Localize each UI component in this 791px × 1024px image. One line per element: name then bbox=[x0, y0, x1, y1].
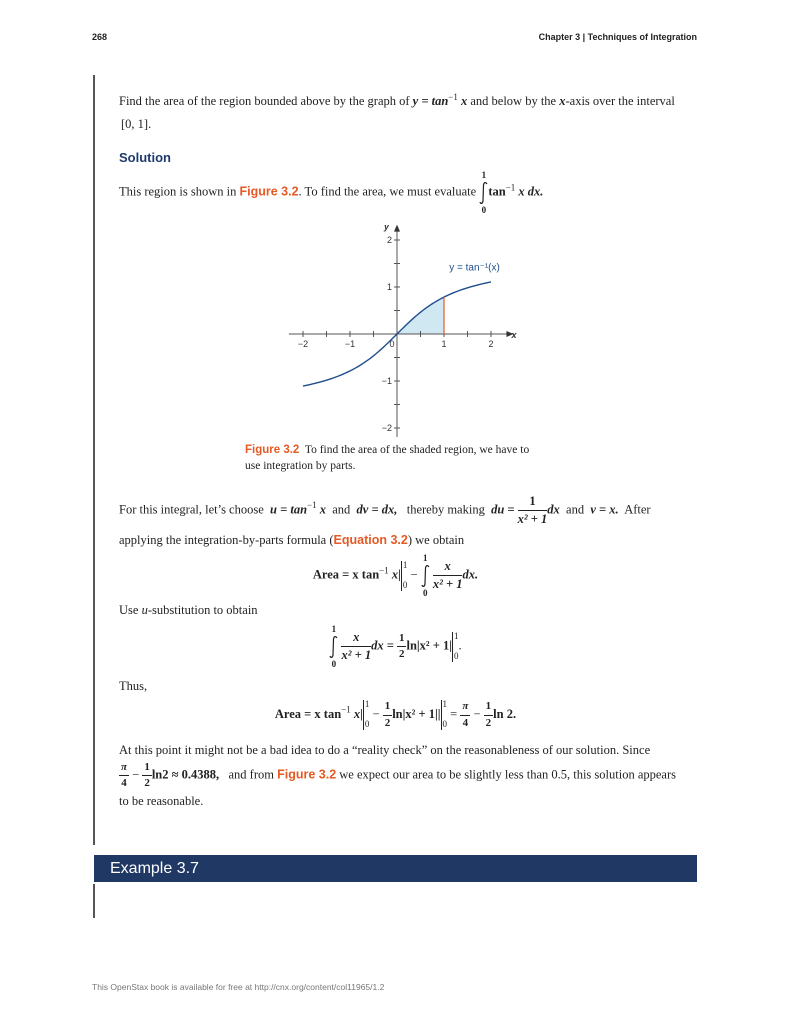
lower: 0 bbox=[454, 650, 459, 661]
numerator: x bbox=[433, 559, 463, 576]
math: y = tan bbox=[412, 94, 449, 109]
left-rule-example bbox=[93, 884, 95, 918]
math: − bbox=[410, 567, 418, 582]
math-sup: −1 bbox=[307, 500, 317, 511]
text: Use bbox=[119, 603, 139, 617]
y-axis-arrow bbox=[394, 225, 400, 232]
chapter-title: Chapter 3 | Techniques of Integration bbox=[538, 32, 697, 42]
upper: 1 bbox=[402, 559, 408, 570]
fraction-half bbox=[484, 700, 494, 729]
x-tick-label: 0 bbox=[389, 339, 395, 349]
math: dx. bbox=[462, 567, 479, 582]
denominator: 4 bbox=[121, 777, 127, 790]
page-number: 268 bbox=[92, 32, 108, 42]
math: dx bbox=[547, 502, 560, 517]
equation-link[interactable]: Equation 3.2 bbox=[333, 533, 408, 547]
numerator: 1 bbox=[142, 761, 152, 776]
text: Find the area of the region bounded above by the graph of bbox=[119, 94, 410, 109]
solution-paragraph-3 bbox=[119, 532, 464, 548]
fraction bbox=[433, 559, 463, 592]
x-tick-label: 1 bbox=[441, 339, 447, 349]
math: ln 2. bbox=[493, 706, 517, 721]
x-tick-label: −2 bbox=[297, 339, 309, 349]
math-sup: −1 bbox=[341, 704, 351, 715]
text: After bbox=[624, 502, 651, 517]
caption-text: To find the area of the shaded region, we have to use integration by parts. bbox=[245, 444, 530, 472]
math: u bbox=[141, 603, 148, 617]
upper: 1 bbox=[364, 699, 370, 709]
integral-sign bbox=[479, 182, 488, 204]
text: -substitution to obtain bbox=[147, 603, 258, 617]
math: ln|x² + 1| bbox=[406, 638, 453, 653]
figure-link[interactable]: Figure 3.2 bbox=[239, 184, 299, 199]
numerator: x bbox=[341, 630, 371, 647]
math-sup: −1 bbox=[379, 565, 389, 576]
integral-sign bbox=[421, 565, 430, 587]
evaluation-bar bbox=[441, 700, 448, 730]
math: x| bbox=[391, 567, 401, 582]
math: Area = x tan bbox=[312, 567, 380, 582]
text: For this integral, let’s choose bbox=[119, 502, 264, 517]
numerator: 1 bbox=[383, 700, 393, 715]
lower-limit: 0 bbox=[422, 587, 428, 598]
fraction-half bbox=[383, 700, 393, 729]
math: . bbox=[458, 638, 462, 653]
denominator: x² + 1 bbox=[432, 577, 463, 592]
footer-note: This OpenStax book is available for free at http://cnx.org/content/col11965/1.2 bbox=[92, 982, 385, 992]
integral bbox=[329, 624, 338, 670]
upper: 1 bbox=[442, 699, 448, 709]
math: = bbox=[450, 706, 458, 721]
denominator: 2 bbox=[485, 716, 492, 729]
numerator: 1 bbox=[484, 700, 494, 715]
text: and bbox=[566, 502, 585, 517]
integral bbox=[479, 170, 488, 216]
math: x| bbox=[353, 706, 363, 721]
x-tick-label: 2 bbox=[488, 339, 494, 349]
equation-area-final bbox=[0, 700, 791, 730]
shaded-region bbox=[397, 297, 444, 334]
math: tan bbox=[488, 184, 506, 199]
text: . To find the area, we must evaluate bbox=[298, 184, 477, 199]
reality-check-line-3: to be reasonable. bbox=[119, 794, 204, 808]
figure-caption bbox=[245, 442, 545, 474]
numerator: π bbox=[460, 700, 470, 715]
upper-limit: 1 bbox=[422, 553, 428, 563]
upper-limit: 1 bbox=[481, 170, 487, 180]
math: du = bbox=[491, 502, 515, 517]
y-tick-label: −2 bbox=[381, 423, 392, 433]
math: x bbox=[460, 94, 468, 109]
math: x bbox=[319, 502, 326, 517]
y-tick-label: 2 bbox=[386, 235, 392, 245]
evaluation-bar bbox=[363, 700, 370, 730]
example-title: Example 3.7 bbox=[110, 860, 199, 877]
fraction-pi-over-4 bbox=[119, 761, 129, 790]
evaluation-bar bbox=[401, 561, 408, 591]
denominator: 2 bbox=[398, 648, 405, 661]
text: and from bbox=[228, 767, 274, 782]
denominator: x² + 1 bbox=[517, 512, 548, 526]
text: ) we obtain bbox=[407, 533, 465, 547]
fraction-pi-over-4 bbox=[460, 700, 470, 729]
x-tick-label: −1 bbox=[344, 339, 356, 349]
lower-limit: 0 bbox=[481, 204, 487, 215]
integral-sign bbox=[329, 636, 338, 658]
lower: 0 bbox=[442, 719, 448, 730]
equation-usub bbox=[0, 624, 791, 670]
denominator: 4 bbox=[462, 716, 469, 729]
denominator: x² + 1 bbox=[341, 648, 372, 663]
numerator: π bbox=[119, 761, 129, 776]
text: thereby making bbox=[406, 502, 485, 517]
example-banner bbox=[94, 855, 697, 882]
fraction bbox=[518, 494, 548, 527]
denominator: 2 bbox=[144, 777, 150, 790]
numerator: 1 bbox=[518, 494, 548, 511]
equation-area-parts bbox=[0, 553, 791, 599]
denominator: 2 bbox=[384, 716, 391, 729]
fraction-half bbox=[142, 761, 152, 790]
text: and bbox=[332, 502, 351, 517]
math: − bbox=[372, 706, 380, 721]
solution-paragraph-2 bbox=[119, 494, 674, 527]
upper: 1 bbox=[454, 630, 459, 641]
numerator: 1 bbox=[397, 632, 407, 647]
upper-limit: 1 bbox=[331, 624, 337, 634]
math: − bbox=[132, 767, 140, 782]
math: − bbox=[473, 706, 481, 721]
integral bbox=[421, 553, 430, 599]
problem-line-1 bbox=[119, 93, 675, 109]
text: applying the integration-by-parts formula ( bbox=[119, 533, 334, 547]
figure-label: Figure 3.2 bbox=[245, 444, 300, 456]
text: we expect our area to be slightly less than 0.5, this solution appears bbox=[339, 767, 677, 782]
math-sup: −1 bbox=[448, 92, 458, 102]
math: u = tan bbox=[270, 502, 308, 517]
figure-3-2-graph bbox=[280, 225, 550, 437]
math: dv = dx, bbox=[356, 502, 398, 517]
thus-line: Thus, bbox=[119, 679, 148, 693]
y-axis-label: y bbox=[383, 225, 389, 232]
math: dx = bbox=[371, 638, 394, 653]
figure-link[interactable]: Figure 3.2 bbox=[277, 767, 337, 782]
x-axis-label: x bbox=[511, 330, 517, 340]
text: and below by the bbox=[470, 94, 557, 109]
fraction bbox=[341, 630, 371, 663]
math: v = x. bbox=[590, 502, 619, 517]
math: x dx. bbox=[518, 184, 544, 199]
problem-interval: [0, 1]. bbox=[121, 117, 152, 131]
curve-label: y = tan⁻¹(x) bbox=[449, 262, 500, 274]
reality-check-line-1: At this point it might not be a bad idea to do a “reality check” on the reasonableness of our solution. Since bbox=[119, 743, 651, 757]
y-tick-label: 1 bbox=[386, 282, 392, 292]
lower-limit: 0 bbox=[331, 658, 337, 669]
lower: 0 bbox=[364, 719, 370, 730]
math: Area = x tan bbox=[274, 706, 342, 721]
y-tick-label: −1 bbox=[381, 376, 392, 386]
solution-heading: Solution bbox=[119, 150, 171, 165]
lower: 0 bbox=[402, 579, 408, 590]
math: ln2 ≈ 0.4388, bbox=[151, 767, 220, 782]
solution-paragraph-1 bbox=[119, 170, 543, 216]
math: ln|x² + 1|| bbox=[392, 706, 441, 721]
reality-check-line-2 bbox=[119, 761, 676, 790]
text: -axis over the interval bbox=[565, 94, 675, 109]
math: x bbox=[559, 94, 566, 109]
usub-line bbox=[119, 602, 258, 618]
math-sup: −1 bbox=[505, 182, 516, 193]
text: This region is shown in bbox=[119, 184, 237, 199]
